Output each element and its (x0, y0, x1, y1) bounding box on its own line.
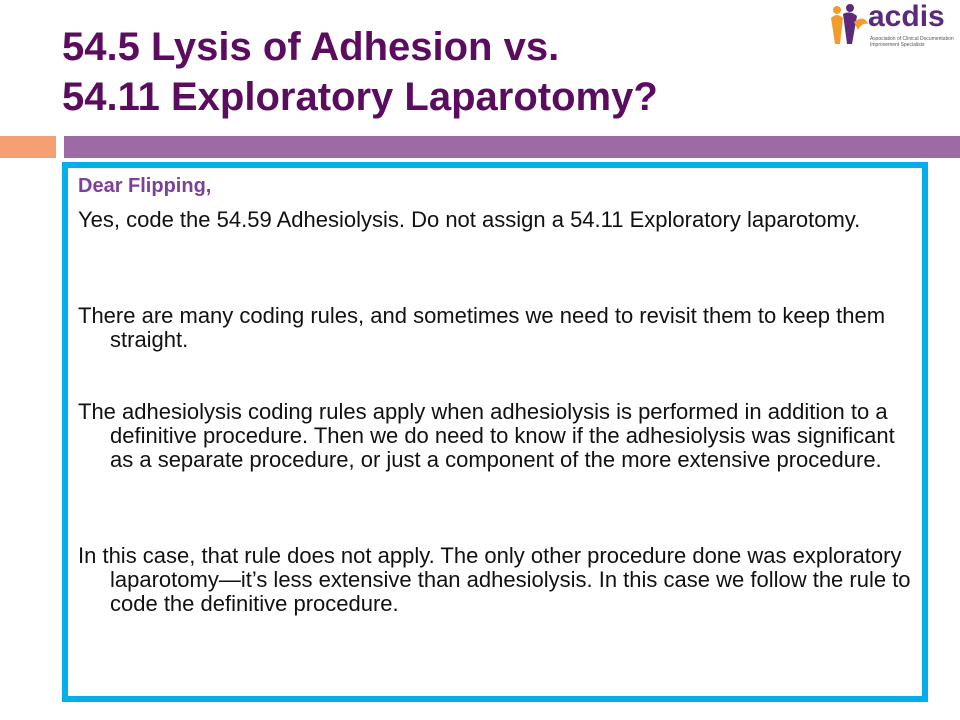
slide-title-line-2: 54.11 Exploratory Laparotomy? (62, 75, 658, 119)
logo-figures-icon (828, 4, 870, 48)
accent-bar-orange (0, 136, 56, 158)
content-box (62, 162, 928, 702)
slide-title-line-1: 54.5 Lysis of Adhesion vs. (62, 25, 560, 69)
paragraph-1: Yes, code the 54.59 Adhesiolysis. Do not assign a 54.11 Exploratory laparotomy. (78, 207, 861, 232)
salutation: Dear Flipping, (78, 175, 212, 197)
slide-title (62, 22, 822, 122)
accent-bar-purple (64, 136, 960, 158)
paragraph-3: The adhesiolysis coding rules apply when adhesiolysis is performed in addition to a definitive procedure. Then we do need to know if the adhesiolysis was significant as a separate procedure, or just a component of the more extensive procedure. (78, 399, 895, 472)
logo-subtitle: Association of Clinical Documentation Improvement Specialists (870, 36, 954, 48)
logo-name: acdis (868, 0, 945, 33)
paragraph-4: In this case, that rule does not apply. The only other procedure done was exploratory laparotomy—it’s less extensive than adhesiolysis. In this case we follow the rule to code the definitive procedure. (78, 543, 911, 616)
acdis-logo (828, 0, 956, 48)
paragraph-2: There are many coding rules, and sometimes we need to revisit them to keep them straight. (78, 303, 886, 352)
